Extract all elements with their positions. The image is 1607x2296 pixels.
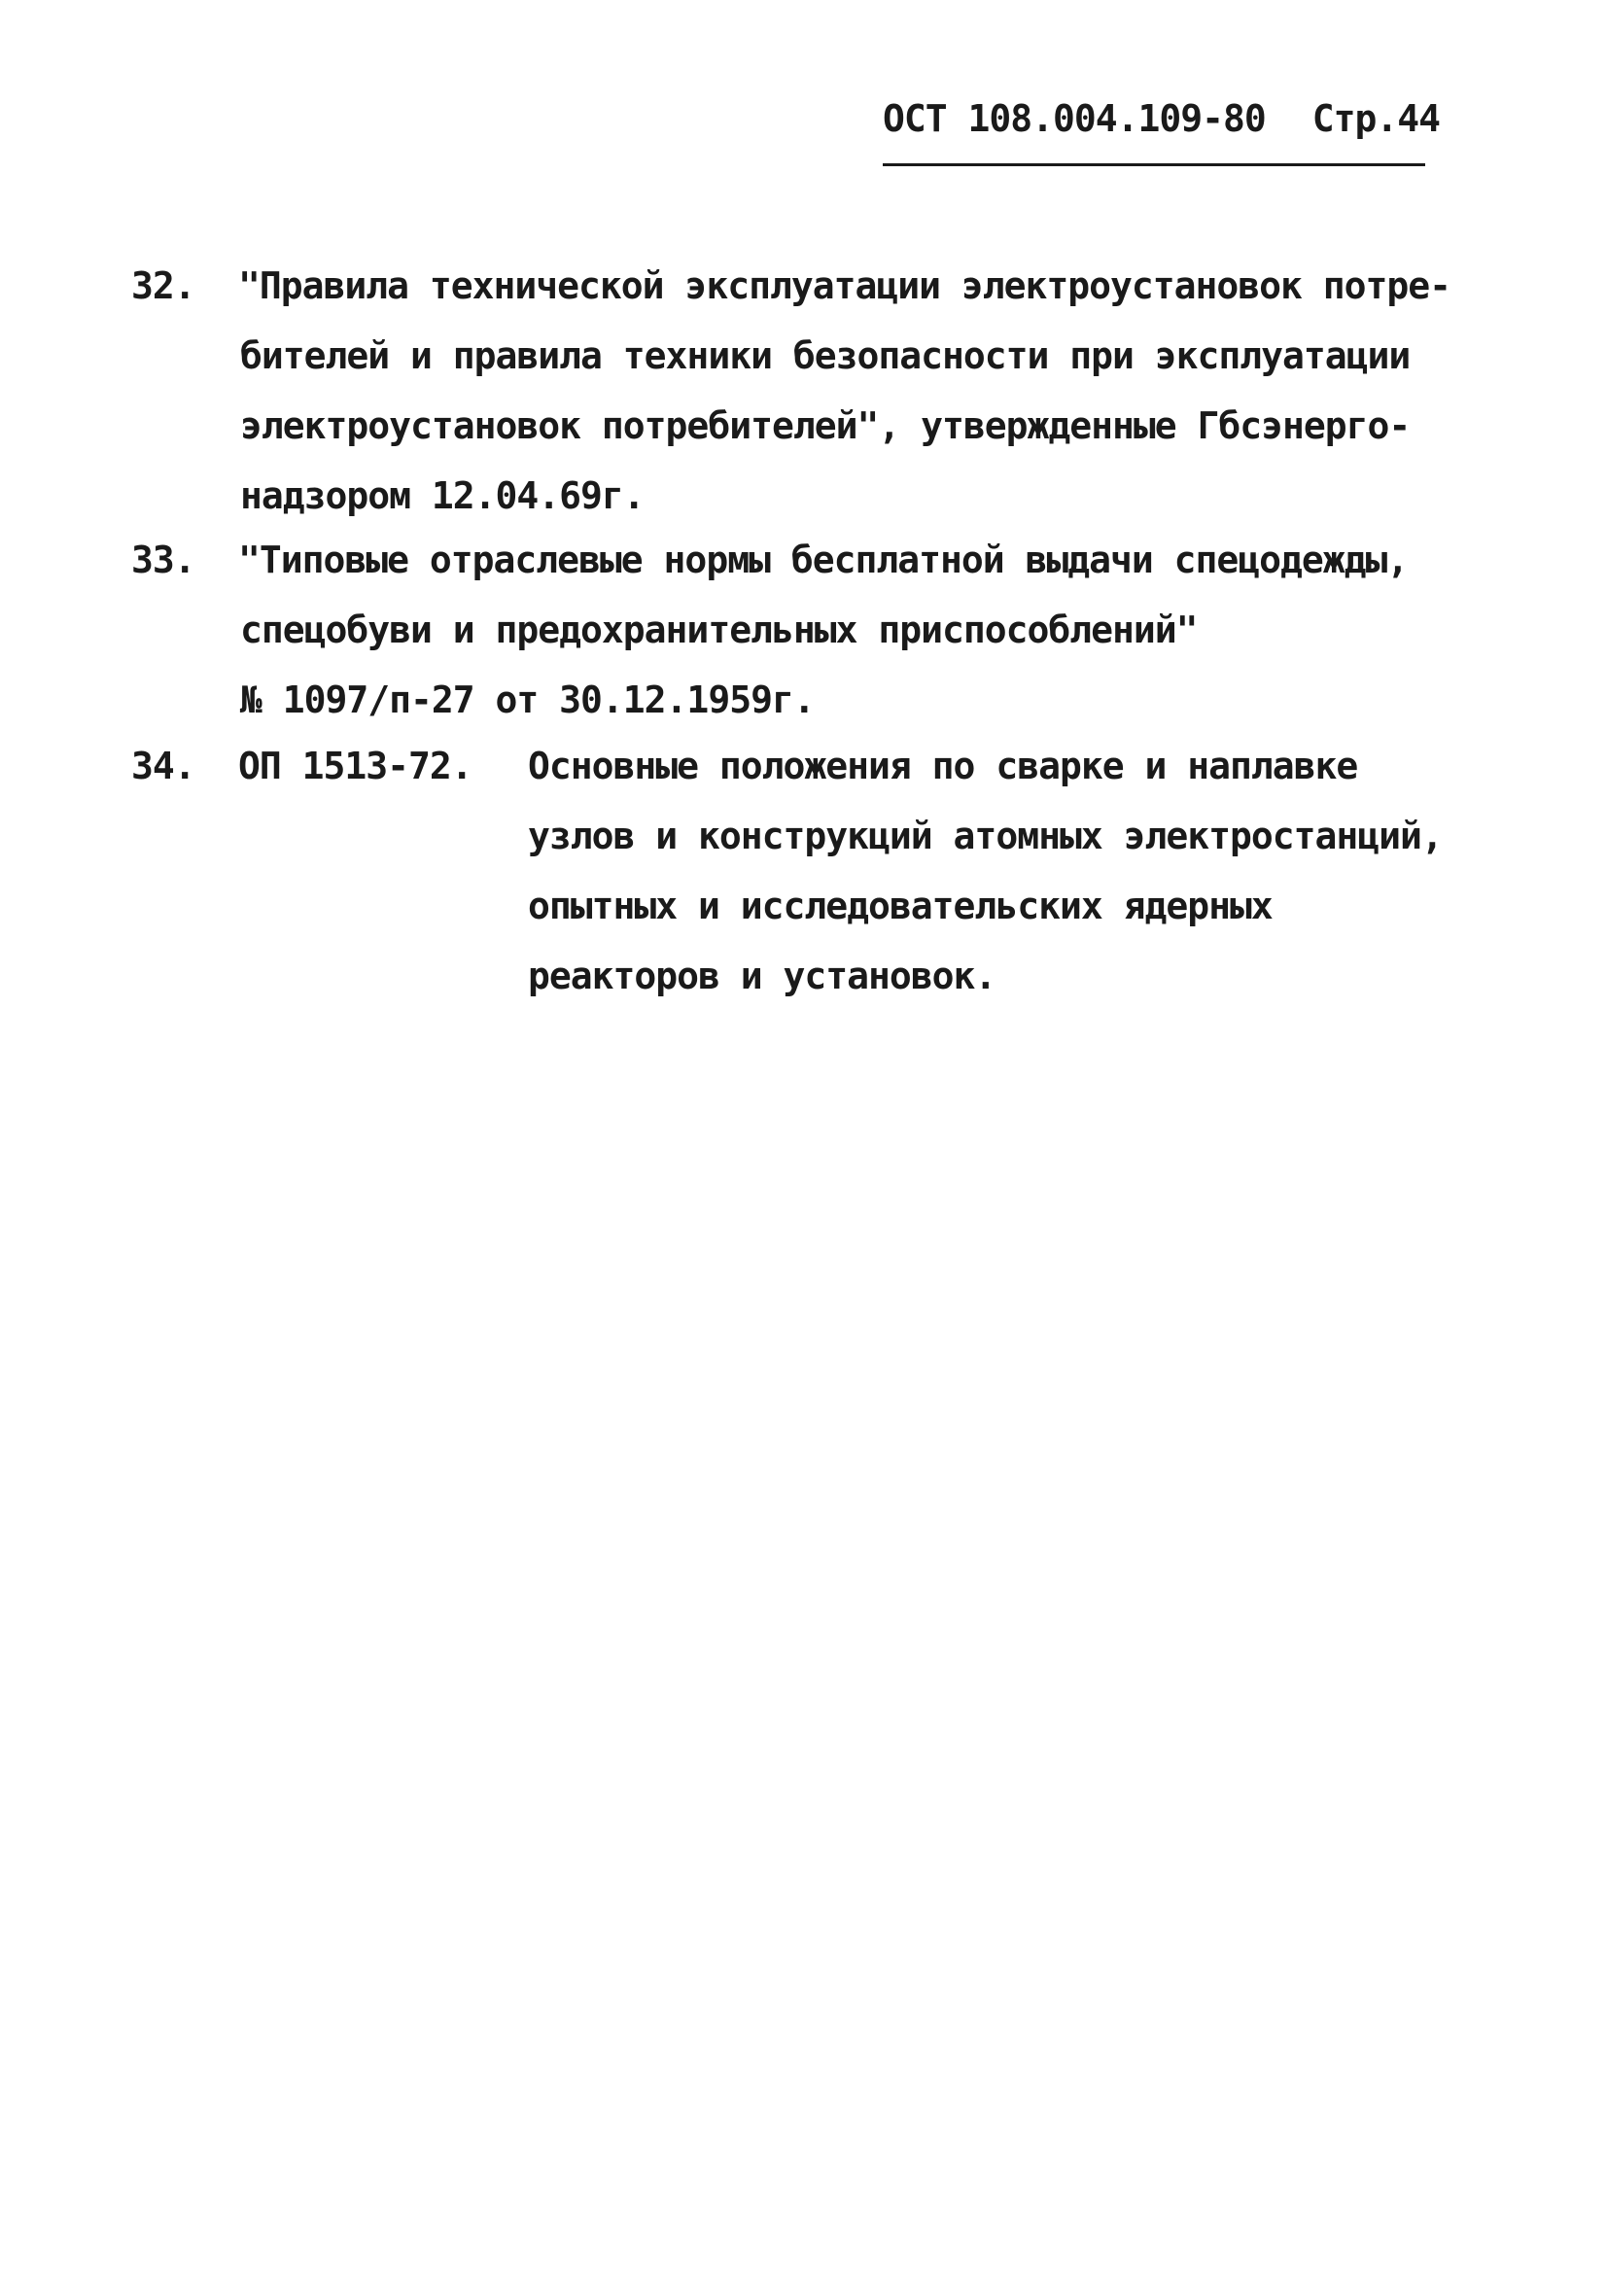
entry-line: электроустановок потребителей", утвержденные Гбсэнерго- — [240, 404, 1411, 447]
entry-line: опытных и исследовательских ядерных — [528, 885, 1273, 927]
entry-number: 32. — [131, 264, 195, 307]
header-underline — [883, 163, 1425, 166]
entry-line: надзором 12.04.69г. — [240, 474, 645, 517]
entry-text — [238, 525, 1408, 735]
entry-line: спецобуви и предохранительных приспособлений" — [240, 609, 1198, 651]
page-number: Стр.44 — [1311, 97, 1440, 140]
entry-text — [528, 731, 1443, 1011]
page-header — [883, 97, 1440, 140]
reference-entry-33 — [0, 525, 1607, 748]
entry-line: узлов и конструкций атомных электростанций, — [528, 815, 1443, 857]
entry-line: реакторов и установок. — [528, 955, 996, 997]
entry-line: "Правила технической эксплуатации электроустановок потре- — [238, 264, 1451, 307]
entry-text — [238, 251, 1450, 531]
entry-number: 33. — [131, 539, 195, 581]
entry-line: "Типовые отраслевые нормы бесплатной выдачи спецодежды, — [238, 539, 1409, 581]
standard-code: ОП 1513-72. — [238, 745, 472, 787]
document-code: ОСТ 108.004.109-80 — [883, 97, 1266, 140]
reference-entry-32 — [0, 251, 1607, 542]
reference-entry-34 — [0, 731, 1607, 1023]
entry-number: 34. — [131, 745, 195, 787]
entry-line: Основные положения по сварке и наплавке — [528, 745, 1358, 787]
entry-line: бителей и правила техники безопасности при эксплуатации — [240, 334, 1411, 377]
entry-line: № 1097/п-27 от 30.12.1959г. — [240, 678, 815, 721]
